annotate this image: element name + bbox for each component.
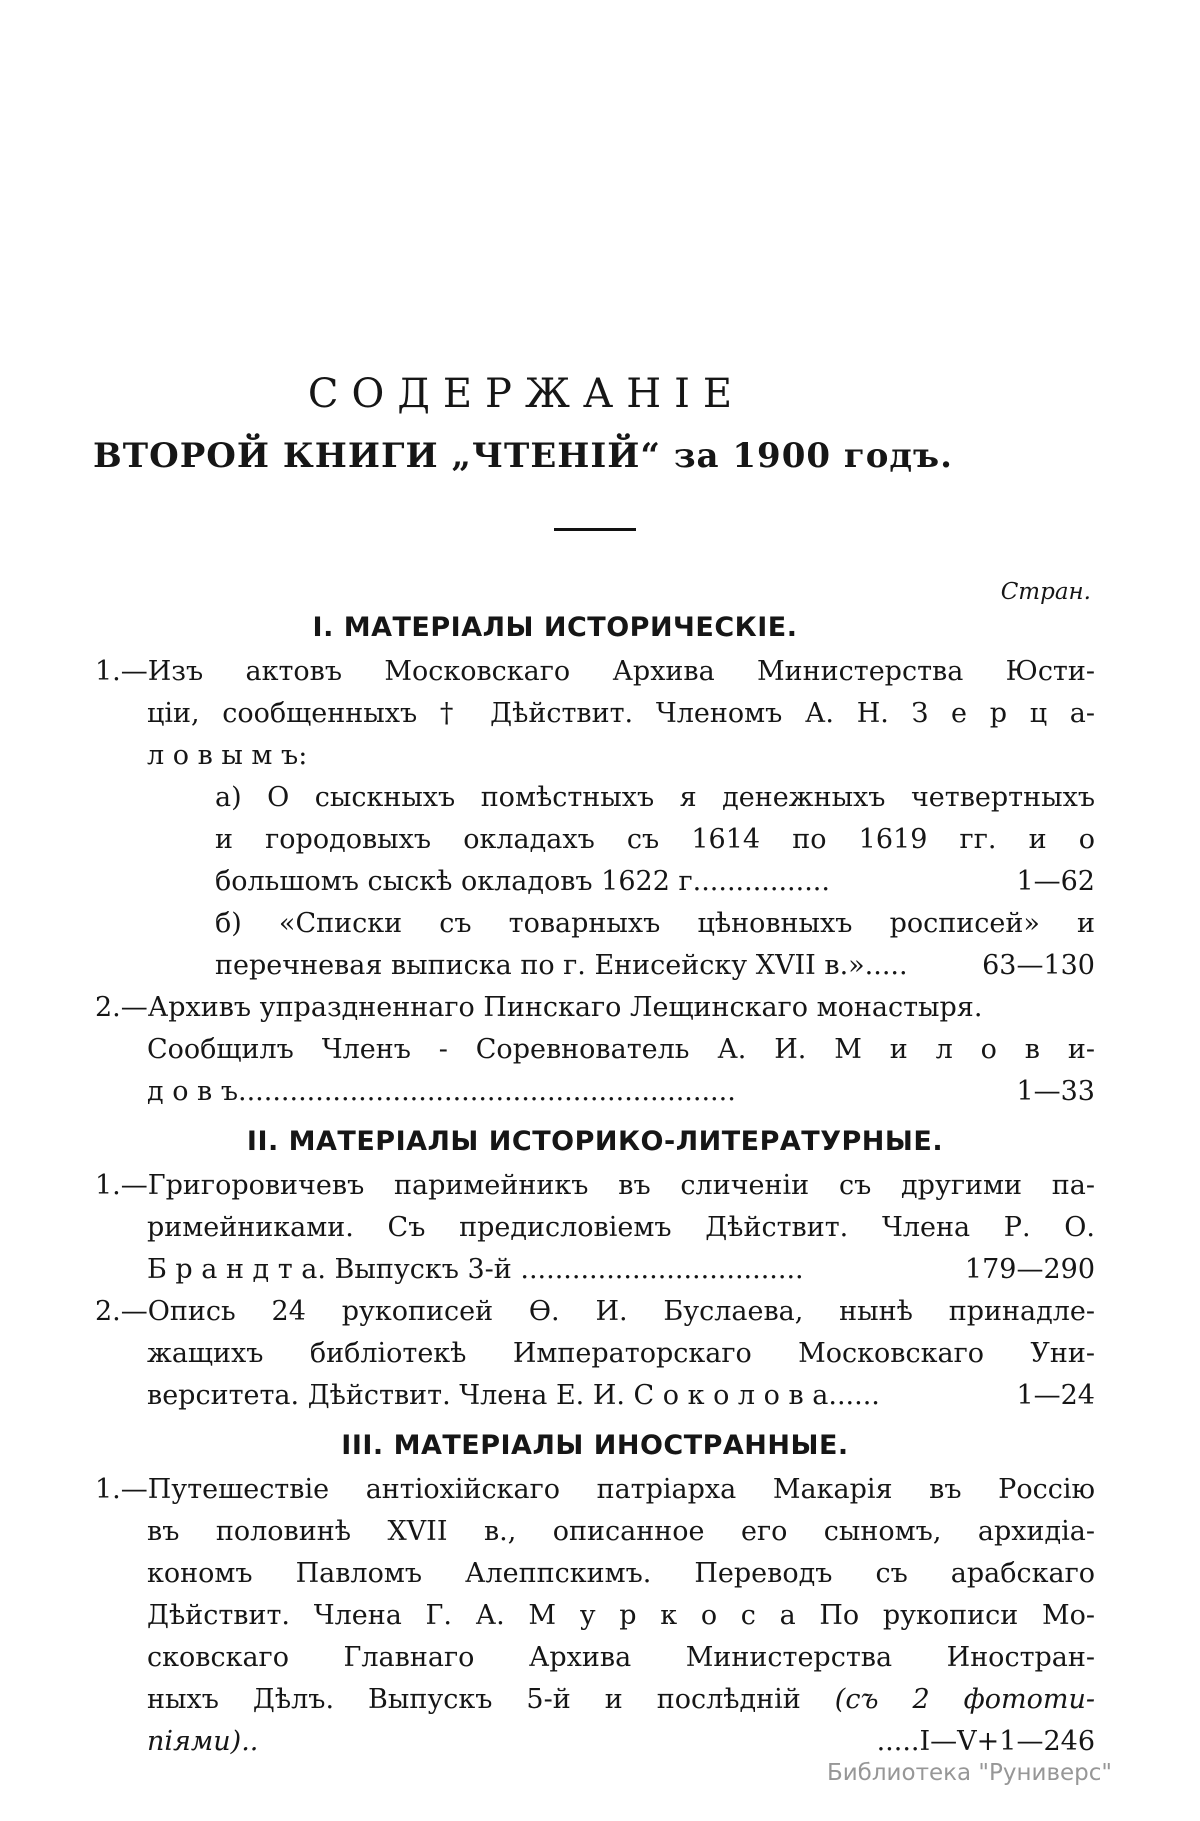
page-subtitle: ВТОРОЙ КНИГИ „ЧТЕНІЙ“ за 1900 годъ. (93, 436, 953, 476)
toc-line-text (147, 1721, 258, 1763)
toc-line-text: ціи, сообщенныхъ † Дѣйствит. Членомъ А. Н. З е р ц а- (147, 698, 1095, 729)
page-range: 1—24 (1016, 1380, 1095, 1411)
toc-line-text: Б р а н д т а. Выпускъ 3-й ................................. (147, 1254, 804, 1285)
toc-line (95, 1511, 1095, 1553)
page-range: 179—290 (964, 1254, 1095, 1285)
section-heading: II. МАТЕРІАЛЫ ИСТОРИКО-ЛИТЕРАТУРНЫЕ. (246, 1126, 944, 1157)
section-heading: III. МАТЕРІАЛЫ ИНОСТРАННЫЕ. (341, 1430, 849, 1461)
toc-line (95, 1333, 1095, 1375)
toc-line (95, 1637, 1095, 1679)
toc-text-italic: піями).. (147, 1726, 259, 1757)
toc-text-italic: (съ 2 фототи- (834, 1684, 1095, 1715)
library-watermark: Библиотека "Руниверс" (826, 1760, 1112, 1786)
toc-line-text: а) О сыскныхъ помѣстныхъ я денежныхъ четвертныхъ (215, 782, 1095, 813)
toc-line (95, 1071, 1095, 1113)
toc-line-text: и городовыхъ окладахъ съ 1614 по 1619 гг. и о (215, 824, 1095, 855)
toc-line (95, 1679, 1095, 1721)
toc-line (95, 735, 1095, 777)
toc-line-text: 2.—Архивъ упраздненнаго Пинскаго Лещинскаго монастыря. (95, 992, 983, 1023)
toc-line (95, 693, 1095, 735)
toc-line (95, 819, 1095, 861)
toc-line-text: Сообщилъ Членъ - Соревнователь А. И. М и л о в и- (147, 1034, 1095, 1065)
content-column (95, 0, 1095, 1763)
page-range: 63—130 (982, 950, 1095, 981)
page-range: 1—33 (1016, 1076, 1095, 1107)
toc-line-text: верситета. Дѣйствит. Члена Е. И. С о к о л о в а...... (147, 1380, 880, 1411)
toc-line (95, 777, 1095, 819)
toc-line (95, 1595, 1095, 1637)
toc-line (95, 945, 1095, 987)
toc-line (95, 651, 1095, 693)
toc-line-text: Дѣйствит. Члена Г. А. М у р к о с а По рукописи Мо- (147, 1600, 1095, 1631)
toc-line-text: сковскаго Главнаго Архива Министерства Иностран- (147, 1642, 1095, 1673)
toc-line-text: 1.—Изъ актовъ Московскаго Архива Министерства Юсти- (95, 656, 1095, 687)
toc-line-text: кономъ Павломъ Алеппскимъ. Переводъ съ арабскаго (147, 1558, 1095, 1589)
toc-line (95, 1375, 1095, 1417)
toc-line-text: б) «Списки съ товарныхъ цѣновныхъ росписей» и (215, 908, 1095, 939)
table-of-contents (95, 611, 1095, 1763)
toc-line (95, 1249, 1095, 1291)
toc-line-text (147, 1684, 1095, 1715)
toc-line (95, 987, 1095, 1029)
page-range: .....I—V+1—246 (876, 1726, 1095, 1757)
toc-text: ныхъ Дѣлъ. Выпускъ 5-й и послѣдній (147, 1684, 835, 1715)
toc-line (95, 1721, 1095, 1763)
divider-rule (554, 528, 636, 531)
toc-line-text: д о в ъ.......................................................... (147, 1076, 736, 1107)
toc-line (95, 1029, 1095, 1071)
pages-column-header: Стран. (1000, 579, 1091, 605)
section-heading: I. МАТЕРІАЛЫ ИСТОРИЧЕСКІЕ. (312, 612, 798, 643)
toc-line (95, 1469, 1095, 1511)
toc-line (95, 1207, 1095, 1249)
toc-line-text: 2.—Опись 24 рукописей Ѳ. И. Буслаева, нынѣ принадле- (95, 1296, 1095, 1327)
page-range: 1—62 (1016, 866, 1095, 897)
toc-line (95, 1291, 1095, 1333)
toc-line-text: въ половинѣ XVII в., описанное его сыномъ, архидіа- (147, 1516, 1095, 1547)
toc-line-text: большомъ сыскѣ окладовъ 1622 г................ (215, 866, 830, 897)
toc-line-text: римейниками. Съ предисловіемъ Дѣйствит. Члена Р. О. (147, 1212, 1095, 1243)
toc-line-text: л о в ы м ъ: (147, 740, 308, 771)
toc-line-text: перечневая выписка по г. Енисейску XVII в.»..... (215, 950, 908, 981)
page-title: СОДЕРЖАНІЕ (307, 371, 746, 417)
toc-line (95, 1553, 1095, 1595)
toc-line (95, 903, 1095, 945)
toc-line (95, 861, 1095, 903)
toc-line-text: 1.—Путешествіе антіохійскаго патріарха Макарія въ Россію (95, 1474, 1095, 1505)
toc-line-text: 1.—Григоровичевъ паримейникъ въ сличеніи съ другими па- (95, 1170, 1095, 1201)
toc-line (95, 1165, 1095, 1207)
toc-line-text: жащихъ библіотекѣ Императорскаго Московскаго Уни- (147, 1338, 1095, 1369)
